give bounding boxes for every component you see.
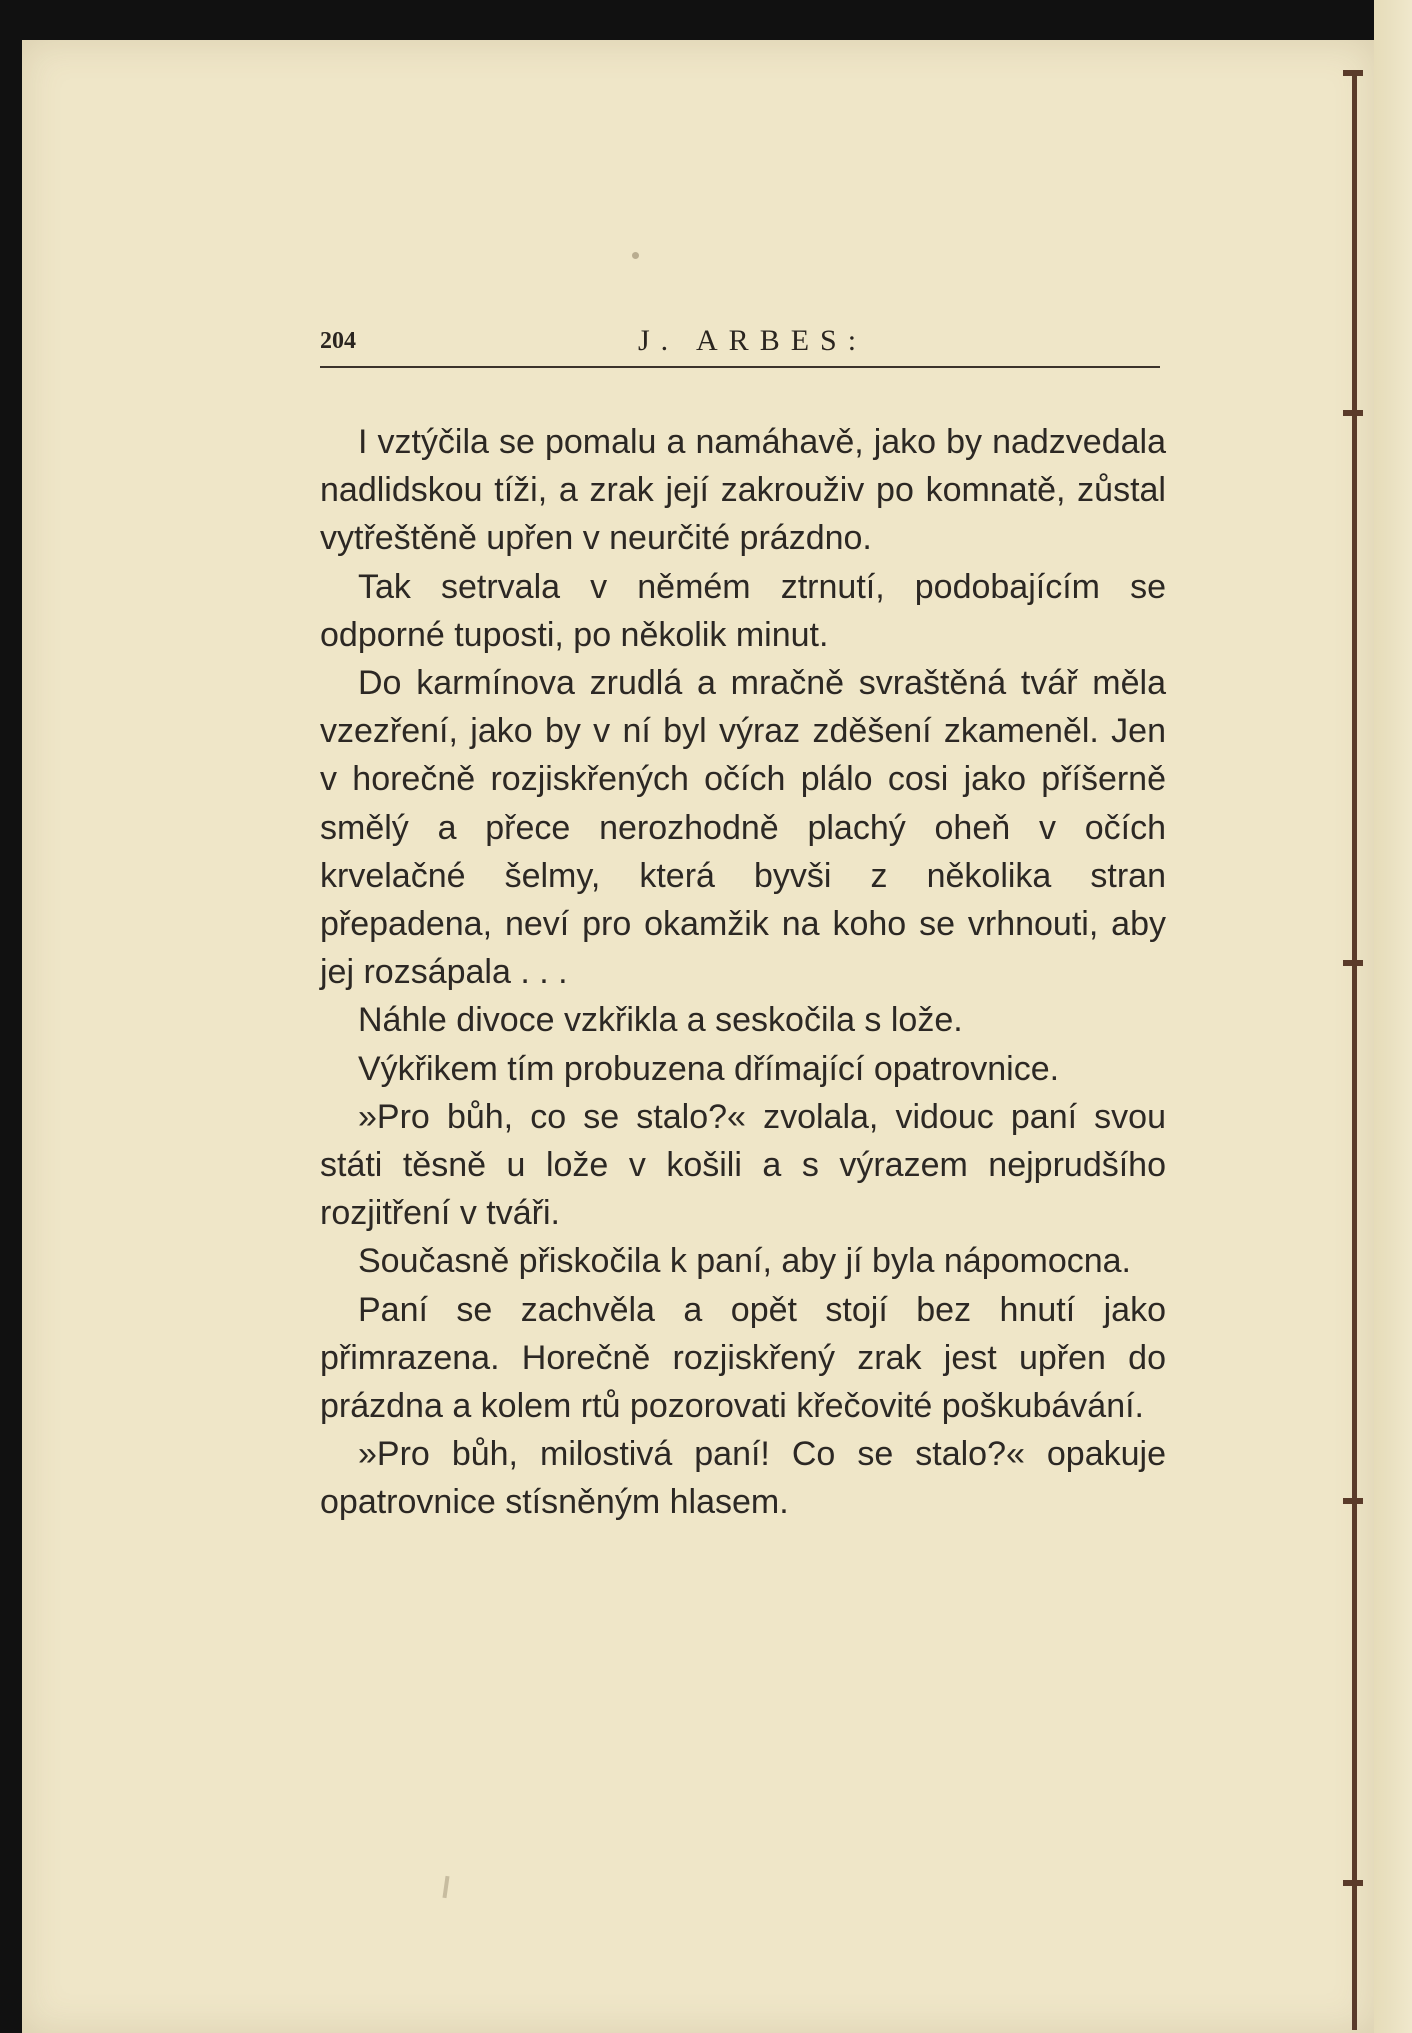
header-rule <box>320 366 1160 368</box>
body-text <box>320 418 1166 1527</box>
page-header <box>320 324 1160 368</box>
binding-tick <box>1343 960 1363 966</box>
binding-tick <box>1343 1880 1363 1886</box>
paragraph: Paní se zachvěla a opět stojí bez hnutí jako přimrazena. Horečně rozjiskřený zrak jest upřen do prázdna a kolem rtů pozorovati křečovité poškubávání. <box>320 1290 1166 1426</box>
paragraph: Výkřikem tím probuzena dřímající opatrovnice. <box>358 1049 1060 1088</box>
paragraph: »Pro bůh, co se stalo?« zvolala, vidouc paní svou státi těsně u lože v košili a s výrazem nejprudšího rozjitření v tváři. <box>320 1097 1166 1233</box>
paragraph: I vztýčila se pomalu a namáhavě, jako by nadzvedala nadlidskou tíži, a zrak její zakrouživ po komnatě, zůstal vytřeštěně upřen v neurčité prázdno. <box>320 423 1166 558</box>
paragraph: Současně přiskočila k paní, aby jí byla nápomocna. <box>358 1242 1132 1281</box>
facing-page-edge <box>1374 0 1412 2033</box>
spine-binding-line <box>1352 70 1357 2030</box>
ink-mark <box>442 1876 449 1898</box>
binding-tick <box>1343 410 1363 416</box>
paragraph: Náhle divoce vzkřikla a seskočila s lože. <box>358 1001 963 1040</box>
paragraph: Tak setrvala v němém ztrnutí, podobajícím se odporné tuposti, po několik minut. <box>320 567 1166 654</box>
ink-speck <box>632 252 639 259</box>
paragraph: »Pro bůh, milostivá paní! Co se stalo?« opakuje opatrovnice stísněným hlasem. <box>320 1435 1166 1522</box>
paragraph: Do karmínova zrudlá a mračně svraštěná tvář měla vzezření, jako by v ní byl výraz zděšení zkameněl. Jen v horečně rozjiskřených očích plálo cosi jako příšerně smělý a přece nerozhodně plachý oheň v očích krvelačné šelmy, která byvši z několika stran přepadena, neví pro okamžik na koho se vrhnouti, aby jej rozsápala . . . <box>320 664 1166 992</box>
binding-tick <box>1343 1498 1363 1504</box>
page-number: 204 <box>320 328 356 354</box>
running-head: J. ARBES: <box>638 324 868 357</box>
binding-tick <box>1343 70 1363 76</box>
